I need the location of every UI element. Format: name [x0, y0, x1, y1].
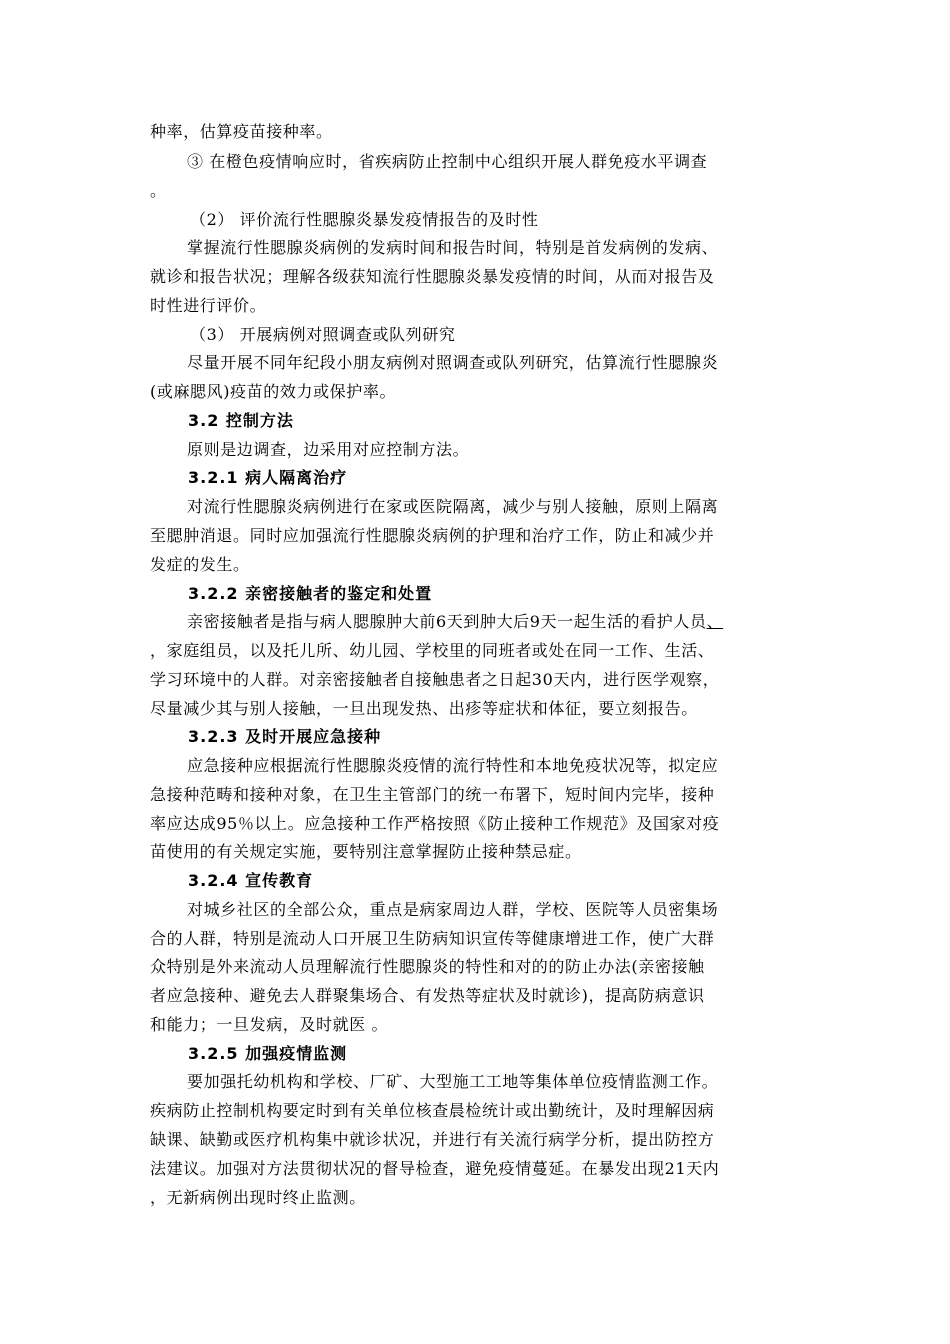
section-heading: 3.2.5 加强疫情监测 [188, 1044, 348, 1063]
section-heading: 3.2.2 亲密接触者的鉴定和处置 [188, 584, 433, 603]
section-heading: 3.2.4 宣传教育 [188, 871, 314, 890]
text-line: (或麻腮风)疫苗的效力或保护率。 [150, 382, 397, 401]
text-line: 疾病防止控制机构要定时到有关单位核查晨检统计或出勤统计，及时理解因病 [150, 1101, 715, 1120]
text-line: 尽量减少其与别人接触，一旦出现发热、出疹等症状和体征，要立刻报告。 [150, 699, 698, 718]
text-line: 合的人群，特别是流动人口开展卫生防病知识宣传等健康增进工作，使广大群 [150, 929, 715, 948]
text-line: 率应达成95％以上。应急接种工作严格按照《防止接种工作规范》及国家对疫 [150, 814, 720, 833]
text-line: ，无新病例出现时终止监测。 [150, 1188, 366, 1207]
text-line: 掌握流行性腮腺炎病例的发病时间和报告时间，特别是首发病例的发病、 [187, 238, 719, 257]
text-line: ，家庭组员，以及托儿所、幼儿园、学校里的同班者或处在同一工作、生活、 [150, 641, 715, 660]
subheading: （3） 开展病例对照调查或队列研究 [190, 325, 456, 344]
text-line [187, 612, 810, 632]
text-line: 急接种范畴和接种对象，在卫生主管部门的统一布署下，短时间内完毕，接种 [150, 785, 715, 804]
text-line: 种率，估算疫苗接种率。 [150, 122, 333, 141]
text-line: 要加强托幼机构和学校、厂矿、大型施工工地等集体单位疫情监测工作。 [187, 1072, 719, 1091]
text-line: 对城乡社区的全部公众，重点是病家周边人群，学校、医院等人员密集场 [187, 900, 719, 919]
subheading: （2） 评价流行性腮腺炎暴发疫情报告的及时性 [190, 210, 539, 229]
text-line: 应急接种应根据流行性腮腺炎疫情的流行特性和本地免疫状况等，拟定应 [187, 756, 719, 775]
text-line: 和能力；一旦发病，及时就医 。 [150, 1015, 389, 1034]
text-line: 就诊和报告状况；理解各级获知流行性腮腺炎暴发疫情的时间，从而对报告及 [150, 267, 715, 286]
section-heading: 3.2.1 病人隔离治疗 [188, 468, 348, 487]
text-line: 众特别是外来流动人员理解流行性腮腺炎的特性和对的的防止办法(亲密接触 [150, 957, 705, 976]
text-line: 学习环境中的人群。对亲密接触者自接触患者之日起30天内，进行医学观察， [150, 670, 720, 689]
text-line: 原则是边调查，边采用对应控制方法。 [187, 440, 470, 459]
text-line: 者应急接种、避免去人群聚集场合、有发热等症状及时就诊)，提高防病意识 [150, 986, 705, 1005]
section-heading: 3.2 控制方法 [188, 411, 294, 430]
text-line: 。 [150, 181, 167, 200]
text-line: 至腮肿消退。同时应加强流行性腮腺炎病例的护理和治疗工作，防止和减少并 [150, 526, 715, 545]
text-line: 尽量开展不同年纪段小朋友病例对照调查或队列研究，估算流行性腮腺炎 [187, 353, 719, 372]
text-line: 法建议。加强对方法贯彻状况的督导检查，避免疫情蔓延。在暴发出现21天内 [150, 1159, 720, 1178]
underlined-mark: 、 [706, 612, 724, 631]
text-span: 亲密接触者是指与病人腮腺肿大前6天到肿大后9天一起生活的看护人员 [187, 612, 707, 631]
text-line: 发症的发生。 [150, 555, 250, 574]
text-line: 时性进行评价。 [150, 296, 267, 315]
section-heading: 3.2.3 及时开展应急接种 [188, 727, 382, 746]
text-line: 对流行性腮腺炎病例进行在家或医院隔离，减少与别人接触，原则上隔离 [187, 497, 719, 516]
text-line: 缺课、缺勤或医疗机构集中就诊状况，并进行有关流行病学分析，提出防控方 [150, 1130, 715, 1149]
text-line: 苗使用的有关规定实施，要特别注意掌握防止接种禁忌症。 [150, 842, 582, 861]
text-line: ③ 在橙色疫情响应时，省疾病防止控制中心组织开展人群免疫水平调查 [187, 152, 708, 171]
